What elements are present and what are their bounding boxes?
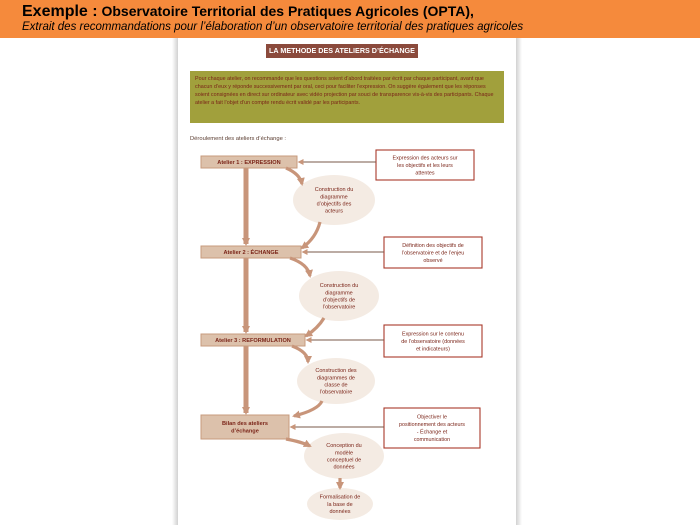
flow-arrow-4	[306, 318, 324, 336]
flow-arrow-3	[290, 258, 310, 276]
deroulement-label: Déroulement des ateliers d’échange :	[190, 136, 287, 142]
outcome-label-5: Formalisation de la base de données	[319, 494, 361, 516]
outcome-label-3: Construction des diagrammes de classe de l’observatoire	[315, 368, 357, 396]
atelier-label-3: Atelier 3 : REFORMULATION	[215, 337, 291, 344]
slide-title	[22, 3, 474, 21]
page-shadow-right	[516, 38, 522, 525]
flow-arrow-2	[302, 222, 320, 248]
atelier-label-2: Atelier 2 : ÉCHANGE	[223, 249, 279, 256]
input-label-2: Définition des objectifs de l’observatoire et de l’enjeu observé	[401, 242, 465, 264]
workshop-flow-diagram	[178, 38, 516, 525]
input-label-3: Expression sur le contenu de l’observatoire (données et indicateurs)	[401, 331, 465, 353]
intro-paragraph: Pour chaque atelier, on recommande que les questions soient d’abord traitées par écrit par chaque participant, avant que chacun d’eux y réponde successivement par oral, ceci pour faciliter l’expression. On suggère également que les réponses soient consignées en direct sur ordinateur avec vidéo projection par souci de transparence vis-à-vis des participants. Chaque atelier a fait l’objet d’un compte rendu écrit validé par les participants.	[190, 71, 504, 123]
atelier-label-4: Bilan des ateliers d’échange	[221, 421, 269, 435]
flow-arrow-6	[294, 401, 322, 416]
outcome-label-2: Construction du diagramme d’objectifs de l’observatoire	[319, 283, 359, 311]
input-label-1: Expression des acteurs sur les objectifs et les leurs attentes	[392, 155, 458, 177]
outcome-label-1: Construction du diagramme d’objectifs des acteurs	[314, 187, 354, 215]
title-prefix: Exemple :	[22, 3, 98, 20]
slide-header	[0, 0, 700, 38]
document-page	[178, 38, 516, 525]
input-label-4: Objectiver le positionnement des acteurs - Échange et communication	[399, 414, 465, 444]
title-rest: Observatoire Territorial des Pratiques Agricoles (OPTA),	[101, 3, 474, 19]
flow-arrow-1	[286, 168, 302, 184]
flow-arrow-5	[292, 346, 308, 362]
flow-arrow-7	[286, 439, 310, 446]
atelier-label-1: Atelier 1 : EXPRESSION	[217, 159, 281, 166]
slide-subtitle: Extrait des recommandations pour l’élaboration d’un observatoire territorial des pratiques agricoles	[22, 21, 524, 33]
section-title: LA METHODE DES ATELIERS D’ÉCHANGE	[266, 44, 418, 58]
outcome-label-4: Conception du modèle conceptuel de données	[326, 443, 362, 471]
